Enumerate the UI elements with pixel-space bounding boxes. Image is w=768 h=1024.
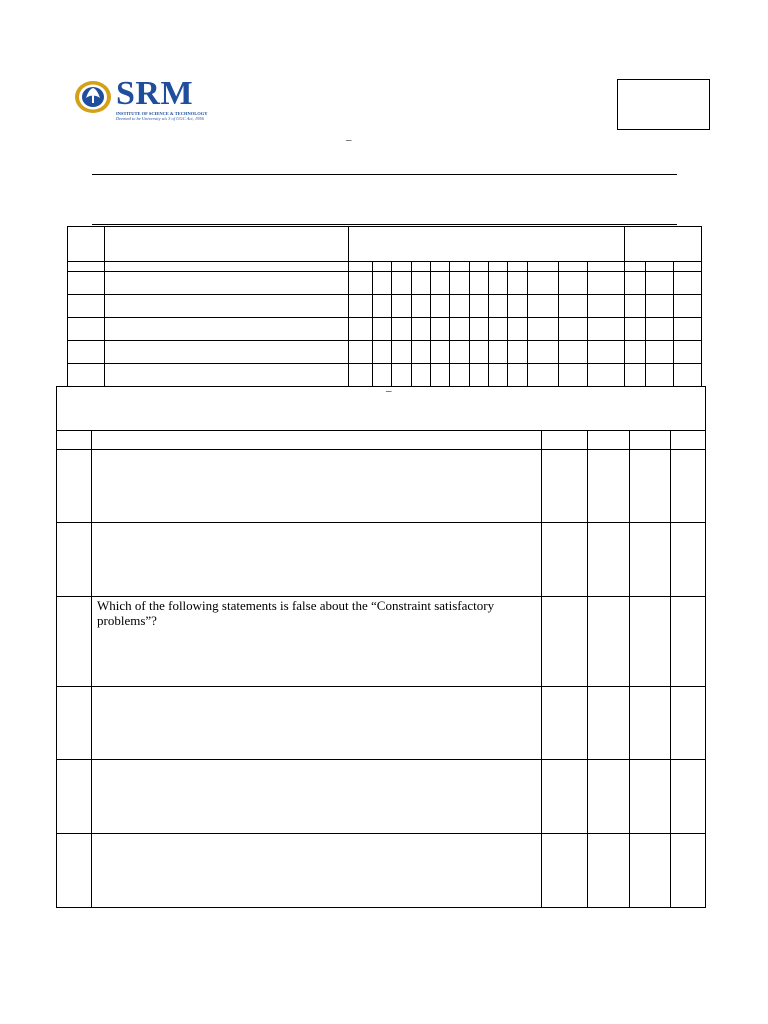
question-3-text: Which of the following statements is false about the “Constraint satisfactory problems”? xyxy=(97,598,495,628)
logo-tagline: Deemed to be University u/s 3 of UGC Act, 1956 xyxy=(116,116,204,121)
section-dash: – xyxy=(386,385,392,397)
logo-subtitle: INSTITUTE OF SCIENCE & TECHNOLOGY xyxy=(116,111,208,116)
title-dash: – xyxy=(346,134,352,146)
logo-name: SRM xyxy=(116,75,194,112)
